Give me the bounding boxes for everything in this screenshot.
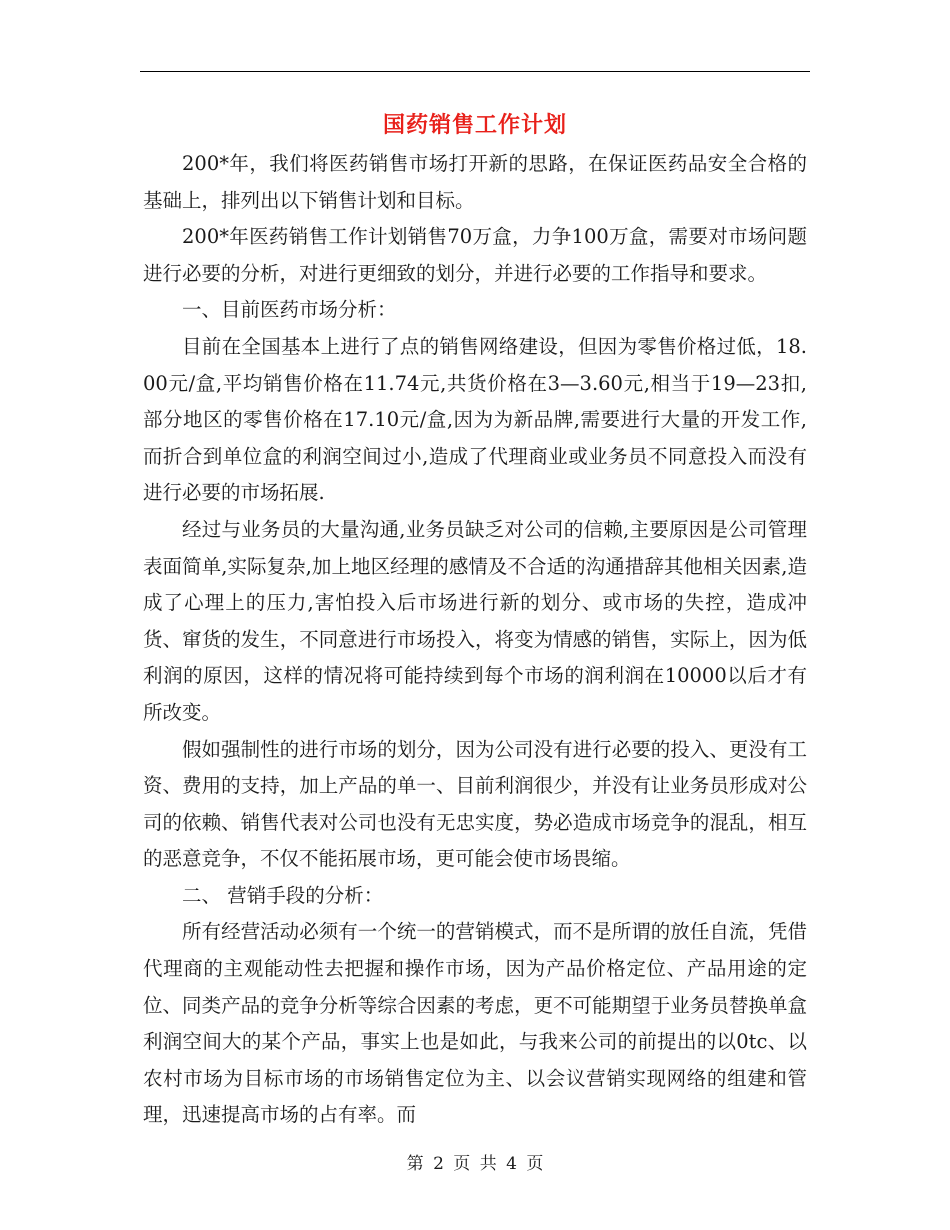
section-heading-marketing-means: 二、 营销手段的分析： bbox=[182, 883, 384, 907]
page-number-footer: 第 2 页 共 4 页 bbox=[406, 1154, 544, 1174]
header-rule bbox=[140, 71, 810, 72]
section-heading-market-analysis: 一、目前医药市场分析： bbox=[182, 298, 397, 322]
paragraph-market-status: 目前在全国基本上进行了点的销售网络建设，但因为零售价格过低，18.00元/盒,平均销售价格在11.74元,共货价格在3—3.60元,相当于19—23扣,部分地区的零售价格在17.10元/盒,因为为新品牌,需要进行大量的开发工作,而折合到单位盒的利润空间过小,造成了代理商业或业务员不同意投入而没有进行必要的市场拓展. bbox=[143, 334, 807, 505]
paragraph-sales-target: 200*年医药销售工作计划销售70万盒，力争100万盒，需要对市场问题进行必要的分析，对进行更细致的划分，并进行必要的工作指导和要求。 bbox=[143, 225, 807, 285]
document-title: 国药销售工作计划 bbox=[382, 112, 567, 138]
paragraph-communication: 经过与业务员的大量沟通,业务员缺乏对公司的信赖,主要原因是公司管理表面简单,实际复杂,加上地区经理的感情及不合适的沟通措辞其他相关因素,造成了心理上的压力,害怕投入后市场进行新的划分、或市场的失控，造成冲货、窜货的发生，不同意进行市场投入，将变为情感的销售，实际上，因为低利润的原因，这样的情况将可能持续到每个市场的润利润在10000以后才有所改变。 bbox=[143, 517, 807, 724]
paragraph-forced-division: 假如强制性的进行市场的划分，因为公司没有进行必要的投入、更没有工资、费用的支持，加上产品的单一、目前利润很少，并没有让业务员形成对公司的依赖、销售代表对公司也没有无忠实度，势必造成市场竞争的混乱，相互的恶意竞争，不仅不能拓展市场，更可能会使市场畏缩。 bbox=[143, 737, 807, 871]
paragraph-intro: 200*年，我们将医药销售市场打开新的思路，在保证医药品安全合格的基础上，排列出以下销售计划和目标。 bbox=[143, 152, 807, 212]
document-body bbox=[143, 146, 807, 1134]
paragraph-marketing-model: 所有经营活动必须有一个统一的营销模式，而不是所谓的放任自流，凭借代理商的主观能动性去把握和操作市场，因为产品价格定位、产品用途的定位、同类产品的竞争分析等综合因素的考虑，更不可能期望于业务员替换单盒利润空间大的某个产品，事实上也是如此，与我来公司的前提出的以0tc、以农村市场为目标市场的市场销售定位为主、以会议营销实现网络的组建和管理，迅速提高市场的占有率。而 bbox=[143, 920, 807, 1127]
